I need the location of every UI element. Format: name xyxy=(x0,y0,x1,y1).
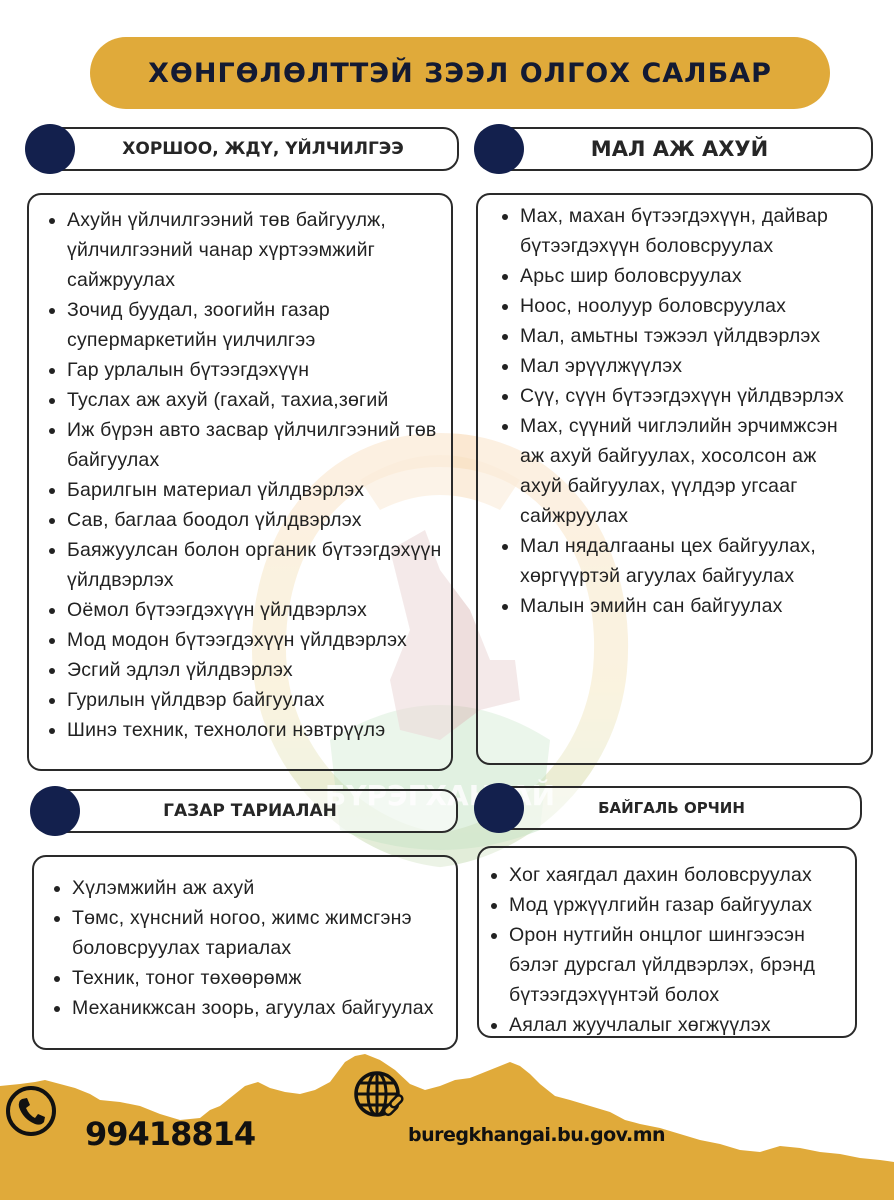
list-item: Малын эмийн сан байгуулах xyxy=(502,591,847,621)
navy-dot-icon xyxy=(25,124,75,174)
list-item: Гурилын үйлдвэр байгуулах xyxy=(49,685,451,715)
list-item: Ахуйн үйлчилгээний төв байгуулж, үйлчилгээний чанар хүртээмжийг сайжруулах xyxy=(49,205,451,295)
phone-number[interactable]: 99418814 xyxy=(85,1115,256,1153)
phone-icon xyxy=(5,1085,57,1137)
list-item: Техник, тоног төхөөрөмж xyxy=(54,963,449,993)
bullet-list xyxy=(502,201,847,621)
list-item: Аялал жуучлалыг хөгжүүлэх xyxy=(491,1010,856,1040)
list-item: Туслах аж ахуй (гахай, тахиа,зөгий xyxy=(49,385,451,415)
list-item: Мах, махан бүтээгдэхүүн, дайвар бүтээгдэхүүн боловсруулах xyxy=(502,201,847,261)
list-item: Механикжсан зоорь, агуулах байгуулах xyxy=(54,993,449,1023)
section-header-environment xyxy=(476,786,862,830)
list-item: Мод үржүүлгийн газар байгуулах xyxy=(491,890,856,920)
bullet-list xyxy=(49,205,451,745)
list-item: Шинэ техник, технологи нэвтрүүлэ xyxy=(49,715,451,745)
navy-dot-icon xyxy=(30,786,80,836)
section-header-livestock xyxy=(476,127,873,171)
section-heading: ХОРШОО, ЖДҮ, ҮЙЛЧИЛГЭЭ xyxy=(122,139,404,159)
list-item: Баяжуулсан болон органик бүтээгдэхүүн үйлдвэрлэх xyxy=(49,535,451,595)
list-item: Хүлэмжийн аж ахуй xyxy=(54,873,449,903)
globe-link-icon xyxy=(353,1070,405,1122)
list-item: Мод модон бүтээгдэхүүн үйлдвэрлэх xyxy=(49,625,451,655)
navy-dot-icon xyxy=(474,783,524,833)
list-item: Гар урлалын бүтээгдэхүүн xyxy=(49,355,451,385)
list-item: Арьс шир боловсруулах xyxy=(502,261,847,291)
bullet-list xyxy=(491,860,856,1040)
section-heading: ГАЗАР ТАРИАЛАН xyxy=(163,801,337,821)
list-item: Хог хаягдал дахин боловсруулах xyxy=(491,860,856,890)
section-header-agriculture xyxy=(32,789,458,833)
bullet-list xyxy=(54,873,449,1023)
section-list-agriculture xyxy=(32,855,458,1050)
list-item: Оёмол бүтээгдэхүүн үйлдвэрлэх xyxy=(49,595,451,625)
list-item: Төмс, хүнсний ногоо, жимс жимсгэнэ боловсруулах тариалах xyxy=(54,903,449,963)
section-heading: МАЛ АЖ АХУЙ xyxy=(590,137,769,161)
list-item: Сав, баглаа боодол үйлдвэрлэх xyxy=(49,505,451,535)
section-list-environment xyxy=(477,846,857,1038)
list-item: Зочид буудал, зоогийн газар супермаркетийн үилчилгээ xyxy=(49,295,451,355)
section-heading: БАЙГАЛЬ ОРЧИН xyxy=(598,799,745,817)
list-item: Эсгий эдлэл үйлдвэрлэх xyxy=(49,655,451,685)
list-item: Мал нядалгааны цех байгуулах, хөргүүртэй агуулах байгуулах xyxy=(502,531,847,591)
navy-dot-icon xyxy=(474,124,524,174)
section-list-cooperatives xyxy=(27,193,453,771)
page-title-banner xyxy=(90,37,830,109)
list-item: Барилгын материал үйлдвэрлэх xyxy=(49,475,451,505)
list-item: Мал, амьтны тэжээл үйлдвэрлэх xyxy=(502,321,847,351)
list-item: Иж бүрэн авто засвар үйлчилгээний төв байгуулах xyxy=(49,415,451,475)
list-item: Ноос, ноолуур боловсруулах xyxy=(502,291,847,321)
list-item: Сүү, сүүн бүтээгдэхүүн үйлдвэрлэх xyxy=(502,381,847,411)
list-item: Мах, сүүний чиглэлийн эрчимжсэн аж ахуй байгуулах, хосолсон аж ахуй байгуулах, үүлдэр угсааг сайжруулах xyxy=(502,411,847,531)
list-item: Орон нутгийн онцлог шингээсэн бэлэг дурсгал үйлдвэрлэх, брэнд бүтээгдэхүүнтэй болох xyxy=(491,920,856,1010)
section-header-cooperatives xyxy=(27,127,459,171)
list-item: Мал эрүүлжүүлэх xyxy=(502,351,847,381)
section-list-livestock xyxy=(476,193,873,765)
page-title: ХӨНГӨЛӨЛТТЭЙ ЗЭЭЛ ОЛГОХ САЛБАР xyxy=(148,57,772,89)
website-link[interactable]: buregkhangai.bu.gov.mn xyxy=(408,1124,666,1146)
